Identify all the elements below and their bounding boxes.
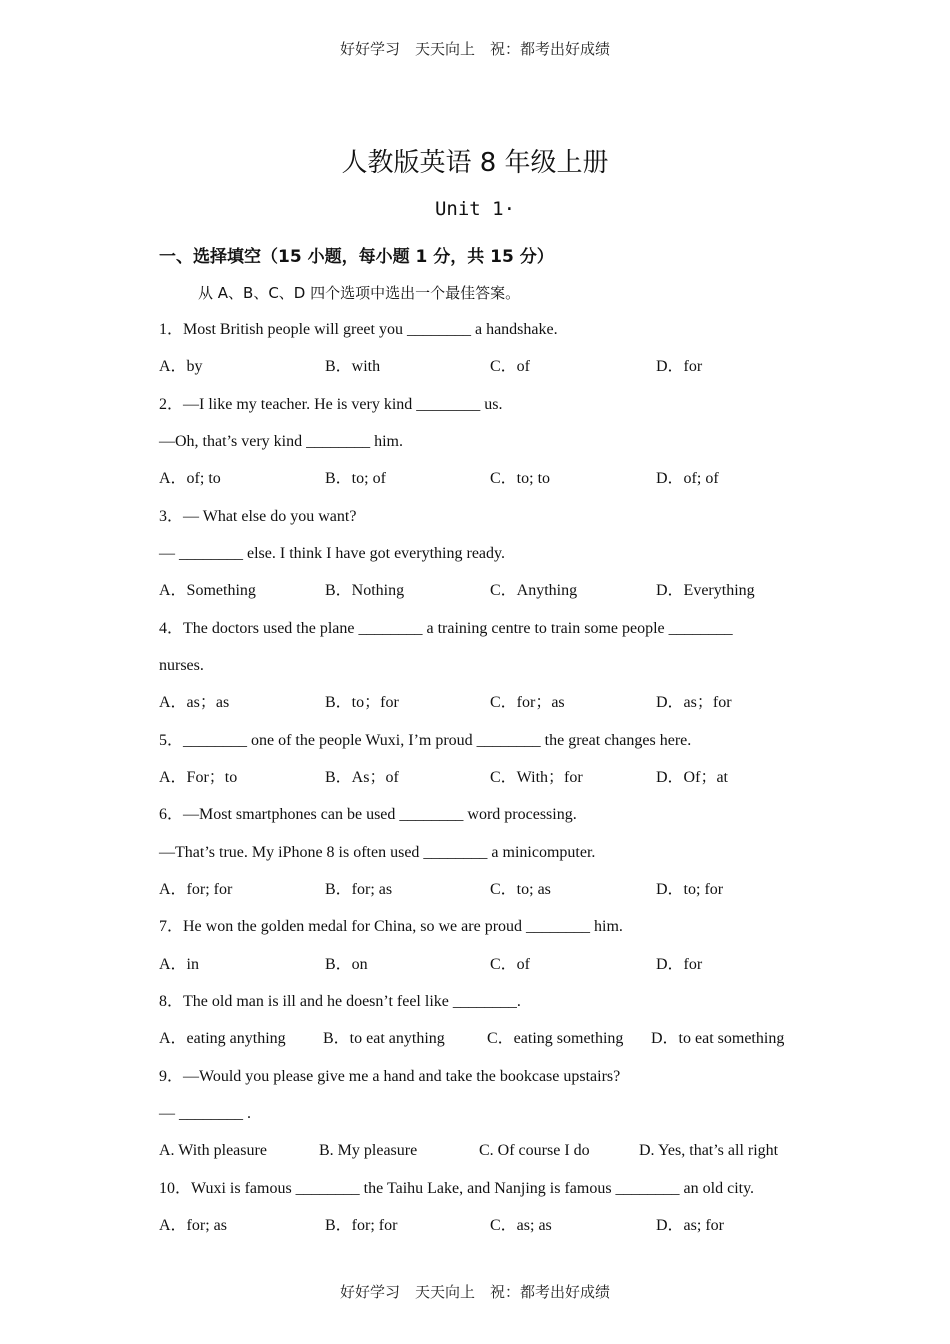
question-8-line-1: 8．The old man is ill and he doesn’t feel like ________.	[159, 993, 521, 1010]
page-header: 好好学习 天天向上 祝：都考出好成绩	[339, 40, 610, 58]
question-1-line-1: 1．Most British people will greet you ________ a handshake.	[159, 321, 558, 338]
question-7-option-d: D．for	[656, 956, 703, 973]
question-6-option-a: A．for; for	[159, 881, 233, 898]
question-10-option-c: C．as; as	[490, 1217, 552, 1234]
question-3-line-1: 3．— What else do you want?	[159, 508, 357, 525]
question-9-option-b: B. My pleasure	[319, 1142, 418, 1159]
question-3-option-d: D．Everything	[656, 582, 755, 599]
page-footer: 好好学习 天天向上 祝：都考出好成绩	[339, 1283, 610, 1301]
question-5-option-c: C．With；for	[490, 769, 583, 786]
question-2-option-b: B．to; of	[325, 470, 386, 487]
question-10-option-a: A．for; as	[159, 1217, 227, 1234]
question-10-option-b: B．for; for	[325, 1217, 398, 1234]
question-7-option-a: A．in	[159, 956, 200, 973]
question-6-line-2: —That’s true. My iPhone 8 is often used ________ a minicomputer.	[159, 844, 596, 861]
question-10-line-1: 10．Wuxi is famous ________ the Taihu Lake, and Nanjing is famous ________ an old city.	[159, 1180, 755, 1197]
question-7-line-1: 7．He won the golden medal for China, so we are proud ________ him.	[159, 918, 623, 935]
question-4-line-2: nurses.	[159, 657, 204, 674]
question-6-option-d: D．to; for	[656, 881, 724, 898]
question-9-line-2: — ________ .	[159, 1105, 251, 1122]
section-title: 一、选择填空（15 小题，每小题 1 分，共 15 分）	[159, 247, 554, 267]
question-2-line-2: —Oh, that’s very kind ________ him.	[159, 433, 403, 450]
question-4-option-b: B．to；for	[325, 694, 399, 711]
question-4-line-1: 4．The doctors used the plane ________ a training centre to train some people ________	[159, 620, 733, 637]
question-9-option-c: C. Of course I do	[479, 1142, 590, 1159]
question-9-option-d: D. Yes, that’s all right	[639, 1142, 779, 1159]
question-10-option-d: D．as; for	[656, 1217, 724, 1234]
question-8-option-c: C．eating something	[487, 1030, 624, 1047]
instruction-text: 从 A、B、C、D 四个选项中选出一个最佳答案。	[198, 284, 521, 302]
question-3-line-2: — ________ else. I think I have got everything ready.	[159, 545, 505, 562]
question-6-option-b: B．for; as	[325, 881, 393, 898]
question-5-option-b: B．As；of	[325, 769, 399, 786]
question-1-option-b: B．with	[325, 358, 381, 375]
question-6-line-1: 6．—Most smartphones can be used ________ word processing.	[159, 806, 577, 823]
question-2-option-c: C．to; to	[490, 470, 551, 487]
question-7-option-b: B．on	[325, 956, 368, 973]
question-9-option-a: A. With pleasure	[159, 1142, 267, 1159]
unit-label: Unit 1·	[434, 198, 516, 220]
question-1-option-d: D．for	[656, 358, 703, 375]
question-5-line-1: 5．________ one of the people Wuxi, I’m proud ________ the great changes here.	[159, 732, 692, 749]
question-1-option-a: A．by	[159, 358, 203, 375]
question-8-option-a: A．eating anything	[159, 1030, 286, 1047]
question-8-option-d: D．to eat something	[651, 1030, 785, 1047]
question-7-option-c: C．of	[490, 956, 531, 973]
question-4-option-c: C．for；as	[490, 694, 565, 711]
question-4-option-d: D．as；for	[656, 694, 732, 711]
question-5-option-d: D．Of；at	[656, 769, 728, 786]
document-title: 人教版英语 8 年级上册	[341, 148, 609, 178]
question-1-option-c: C．of	[490, 358, 531, 375]
question-3-option-c: C．Anything	[490, 582, 578, 599]
question-2-option-a: A．of; to	[159, 470, 221, 487]
question-6-option-c: C．to; as	[490, 881, 551, 898]
question-5-option-a: A．For；to	[159, 769, 238, 786]
question-9-line-1: 9．—Would you please give me a hand and take the bookcase upstairs?	[159, 1068, 621, 1085]
question-3-option-b: B．Nothing	[325, 582, 405, 599]
question-4-option-a: A．as；as	[159, 694, 230, 711]
question-2-line-1: 2．—I like my teacher. He is very kind ________ us.	[159, 396, 503, 413]
question-3-option-a: A．Something	[159, 582, 256, 599]
question-8-option-b: B．to eat anything	[323, 1030, 445, 1047]
question-2-option-d: D．of; of	[656, 470, 719, 487]
